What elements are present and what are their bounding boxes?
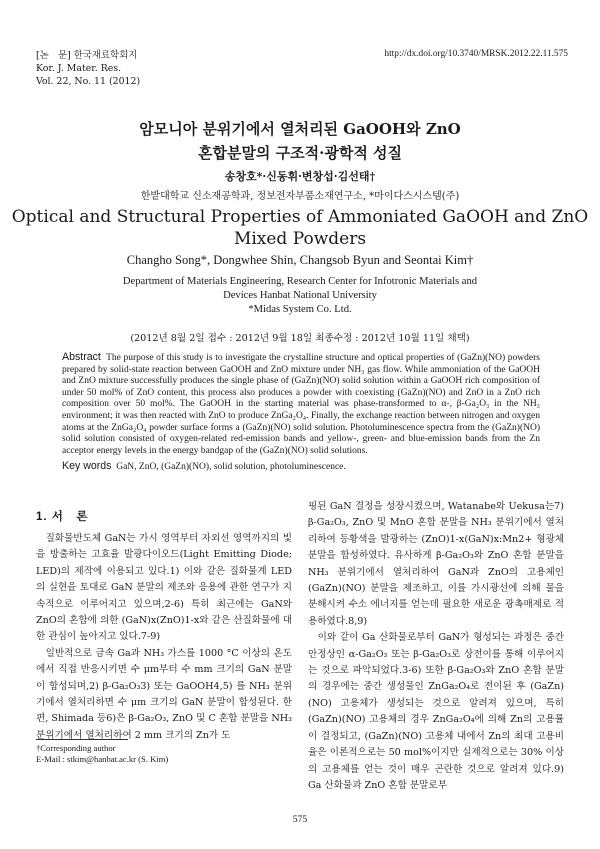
korean-title-line1: 암모니아 분위기에서 열처리된 GaOOH와 ZnO [139, 120, 461, 138]
doi-link[interactable]: http://dx.doi.org/10.3740/MRSK.2012.22.11.575 [384, 49, 568, 59]
abstract-text: The purpose of this study is to investigate the crystalline structure and optical properties of (GaZn)(NO) powders prepared by solid-state reaction between GaOOH and ZnO mixture under NH₃ gas flow. While ammoniation of the GaOOH and ZnO mixture successfully produces the single phase of (GaZn)(NO) solid solution within a GaOOH rich composition of under 50 mol% of ZnO content, this process also produces a powder with coexisting (GaZn)(NO) and ZnO in a ZnO rich composition over 50 mol%. The GaOOH in the starting material was phase-transformed to α-, β-Ga₂O₃ in the NH₃ environment; it was then reacted with ZnO to produce ZnGa₂O₄. Finally, the exchange reaction between nitrogen and oxygen atoms at the ZnGa₂O₄ powder surface forms a (GaZn)(NO) solid solution. Photoluminescence spectra from the (GaZn)(NO) solid solution consisted of oxygen-related red-emission bands and yellow-, green- and blue-emission bands from the Zn acceptor energy levels in the energy bandgap of the (GaZn)(NO) solid solutions. [62, 353, 540, 456]
body-column-right [308, 499, 564, 794]
english-affiliation-line3: *Midas System Co. Ltd. [248, 304, 352, 315]
abstract [62, 352, 540, 457]
body-paragraph: 이와 같이 Ga 산화물로부터 GaN가 형성되는 과정은 중간 안정상인 α-Ga₂O₃ 또는 β-Ga₂O₃로 상전이를 통해 이루어지는 것으로 파악되었다.3-6) 또한 β-Ga₂O₃와 ZnO 혼합 분말의 경우에는 중간 생성물인 ZnGa₂O₄로 전이된 후 (GaZn)(NO) 고용체가 생성되는 것으로 알려져 있으며, 특히 (GaZn)(NO) 고용체의 경우 ZnGa₂O₄에 의해 Zn의 고용률이 결정되고, (GaZn)(NO) 고용체 내에서 Zn의 최대 고용비율은 이론적으로는 50 mol%이지만 실제적으로는 30% 이상의 고용체를 얻는 것이 매우 곤란한 것으로 알려져 있다.9) Ga 산화물과 ZnO 혼합 분말로부 [308, 632, 564, 791]
english-title-line2: Mixed Powders [233, 229, 367, 249]
korean-title [0, 117, 600, 165]
english-authors: Changho Song*, Dongwhee Shin, Changsob Byun and Seontai Kim† [126, 253, 474, 267]
body-column-left [36, 531, 292, 744]
body-paragraph: 질화물반도체 GaN는 가시 영역부터 자외선 영역까지의 빛을 방출하는 고효율 발광다이오드(Light Emitting Diode; LED)의 제작에 이용되고 있다.1) 이와 같은 질화물계 LED의 실현을 토대로 GaN 분말의 제조와 응용에 관한 연구가 지속적으로 이루어지고 있으며,2-6) 특히 최근에는 GaN와 ZnO의 혼합에 의한 (GaN)x(ZnO)1-x와 같은 산질화물에 대한 관심이 높아지고 있다.7-9) [36, 533, 292, 643]
keywords-text: GaN, ZnO, (GaZn)(NO), solid solution, photoluminescence. [116, 462, 346, 472]
section-heading-introduction: 1. 서 론 [36, 511, 89, 523]
journal-volume: Vol. 22, No. 11 (2012) [36, 76, 141, 87]
english-title-line1: Optical and Structural Properties of Ammoniated GaOOH and ZnO [11, 207, 589, 227]
body-paragraph: 일반적으로 금속 Ga과 NH₃ 가스를 1000 °C 이상의 온도에서 직접 반응시키면 수 μm부터 수 mm 크기의 GaN 분말이 합성되며,2) β-Ga₂O₃3) 또는 GaOOH4,5) 를 NH₃ 분위기에서 열처리하면 수 μm 크기의 GaN 분말이 합성된다. 한편, Shimada 등6)은 β-Ga₂O₃, ZnO 및 C 혼합 분말을 NH₃ 분위기에서 열처리하여 2 mm 크기의 Zn가 도 [36, 647, 292, 741]
footnote-divider [36, 739, 128, 740]
footnote [36, 743, 168, 766]
english-affiliation [0, 275, 600, 317]
submission-dates: (2012년 8월 2일 접수 : 2012년 9월 18일 최종수정 : 2012년 10월 11일 채택) [130, 333, 470, 344]
page-number: 575 [292, 814, 308, 825]
korean-title-line2: 혼합분말의 구조적·광학적 성질 [197, 144, 403, 162]
footnote-email[interactable]: E-Mail : stkim@hanbat.ac.kr (S. Kim) [36, 754, 169, 765]
journal-name-korean: [논 문] 한국재료학회지 [36, 50, 138, 61]
keywords [62, 460, 540, 472]
journal-info [36, 49, 140, 88]
korean-affiliation: 한밭대학교 신소재공학과, 정보전자부품소재연구소, *마이다스시스템(주) [140, 191, 460, 202]
keywords-label: Key words [62, 460, 112, 472]
korean-authors: 송창호*·신동휘·변창섭·김선태† [224, 170, 376, 183]
journal-name-english: Kor. J. Mater. Res. [36, 63, 122, 74]
english-title [0, 206, 600, 250]
body-paragraph: 핑된 GaN 결정을 성장시켰으며, Watanabe와 Uekusa는7) β-Ga₂O₃, ZnO 및 MnO 혼합 분말을 NH₃ 분위기에서 열처리하여 등황색을 발광하는 (ZnO)1-x(GaN)x:Mn2+ 형광체 분말을 합성하였다. 유사하게 β-Ga₂O₃와 ZnO 혼합 분말을 NH₃ 분위기에서 열처리하여 GaN과 ZnO의 고용체인 (GaZn)(NO) 분말을 제조하고, 이를 가시광선에 의해 물을 분해시켜 수소 에너지를 얻는데 필요한 새로운 광촉매제로 적용하였다.8,9) [308, 501, 564, 627]
english-affiliation-line1: Department of Materials Engineering, Research Center for Infotronic Materials and [122, 276, 478, 287]
english-affiliation-line2: Devices Hanbat National University [223, 290, 377, 301]
abstract-label: Abstract [62, 351, 101, 363]
footnote-corresponding: †Corresponding author [36, 743, 116, 753]
